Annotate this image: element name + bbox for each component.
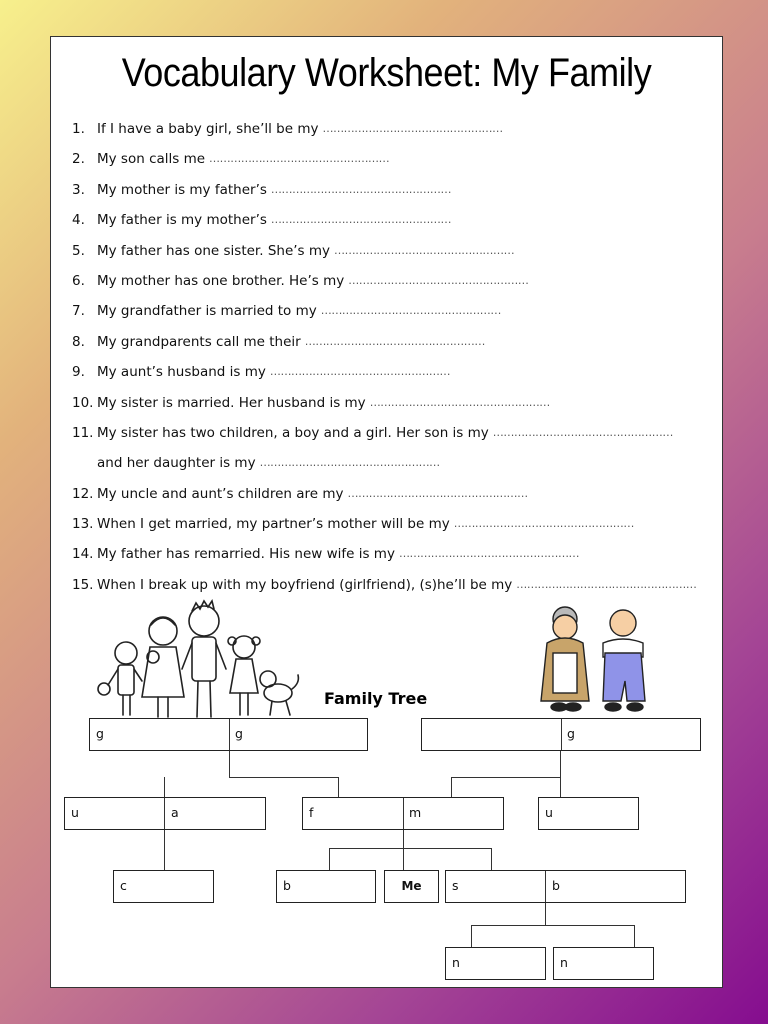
tree-connector — [329, 848, 330, 870]
page-title: Vocabulary Worksheet: My Family — [121, 51, 652, 95]
niece-box — [553, 947, 654, 980]
grandparents-illustration — [533, 601, 663, 716]
mother-label[interactable]: m — [409, 805, 422, 820]
tree-connector — [560, 777, 561, 797]
answer-blank[interactable]: …………………………………………… — [347, 486, 528, 500]
family-illustration — [96, 597, 301, 722]
tree-connector — [471, 925, 634, 926]
aunt-left-label[interactable]: a — [171, 805, 179, 820]
question-3: 3. My mother is my father’s …………………………………………… — [72, 180, 722, 210]
box-divider — [403, 798, 404, 829]
uncle-right-label[interactable]: u — [545, 805, 553, 820]
answer-blank[interactable]: …………………………………………… — [270, 182, 452, 196]
box-divider — [229, 719, 230, 750]
tree-connector — [403, 848, 404, 870]
answer-blank[interactable]: …………………………………………… — [322, 122, 503, 135]
box-divider — [561, 719, 562, 750]
tree-connector — [338, 777, 339, 797]
question-5: 5. My father has one sister. She’s my …………………………………………… — [72, 241, 722, 271]
uncle-right-box — [538, 797, 639, 830]
nephew-label[interactable]: n — [452, 955, 460, 970]
question-4: 4. My father is my mother’s …………………………………………… — [72, 210, 722, 240]
grandparents-right-box — [421, 718, 701, 751]
answer-blank[interactable]: …………………………………………… — [516, 577, 697, 591]
question-1: 1. If I have a baby girl, she’ll be my …………………………………………… — [72, 119, 722, 149]
tree-connector — [560, 751, 561, 777]
brother-in-law-label[interactable]: b — [552, 878, 560, 893]
tree-connector — [634, 925, 635, 947]
question-11-continued: and her daughter is my …………………………………………… — [72, 453, 722, 483]
tree-connector — [471, 925, 472, 947]
family-tree-title: Family Tree — [324, 689, 428, 708]
box-divider — [164, 798, 165, 829]
parents-box — [302, 797, 504, 830]
question-7: 7. My grandfather is married to my …………………………………………… — [72, 301, 722, 331]
question-6: 6. My mother has one brother. He’s my …………………………………………… — [72, 271, 722, 301]
sister-label[interactable]: s — [452, 878, 459, 893]
question-8: 8. My grandparents call me their …………………………………………… — [72, 332, 722, 362]
question-2: 2. My son calls me …………………………………………… — [72, 149, 722, 179]
brother-box — [276, 870, 376, 903]
grandparent-3-label[interactable]: g — [567, 726, 575, 741]
tree-connector — [164, 830, 165, 870]
answer-blank[interactable]: …………………………………………… — [304, 334, 485, 348]
question-12: 12. My uncle and aunt’s children are my …………………………………………… — [72, 484, 722, 514]
question-13: 13. When I get married, my partner’s mother will be my …………………………………………… — [72, 514, 722, 544]
tree-connector — [329, 848, 491, 849]
answer-blank[interactable]: …………………………………………… — [492, 425, 673, 439]
answer-blank[interactable]: …………………………………………… — [369, 395, 550, 409]
tree-connector — [164, 777, 165, 797]
question-15: 15. When I break up with my boyfriend (girlfriend), (s)he’ll be my …………………………………………… — [72, 575, 722, 605]
uncle-left-label[interactable]: u — [71, 805, 79, 820]
answer-blank[interactable]: …………………………………………… — [398, 547, 580, 561]
answer-blank[interactable]: …………………………………………… — [270, 213, 452, 227]
tree-connector — [451, 777, 561, 778]
tree-connector — [491, 848, 492, 870]
answer-blank[interactable]: …………………………………………… — [453, 517, 634, 531]
answer-blank[interactable]: …………………………………………… — [348, 273, 529, 287]
tree-connector — [403, 830, 404, 848]
answer-blank[interactable]: …………………………………………… — [269, 365, 451, 379]
question-11: 11. My sister has two children, a boy and a girl. Her son is my …………………………………………… — [72, 423, 722, 453]
tree-connector — [229, 751, 230, 777]
grandparents-left-box — [89, 718, 368, 751]
uncle-aunt-box — [64, 797, 266, 830]
box-divider — [545, 871, 546, 902]
grandparent-1-label[interactable]: g — [96, 726, 104, 741]
father-label[interactable]: f — [309, 805, 314, 820]
cousin-box — [113, 870, 214, 903]
cousin-label[interactable]: c — [120, 878, 127, 893]
question-10: 10. My sister is married. Her husband is my …………………………………………… — [72, 393, 722, 423]
answer-blank[interactable]: …………………………………………… — [259, 456, 440, 470]
nephew-box — [445, 947, 546, 980]
answer-blank[interactable]: …………………………………………… — [209, 152, 390, 166]
me-label: Me — [401, 879, 422, 893]
brother-label[interactable]: b — [283, 878, 291, 893]
tree-connector — [451, 777, 452, 797]
question-14: 14. My father has remarried. His new wife is my …………………………………………… — [72, 544, 722, 574]
sister-box — [445, 870, 686, 903]
answer-blank[interactable]: …………………………………………… — [320, 304, 501, 318]
worksheet-page — [50, 36, 723, 988]
question-9: 9. My aunt’s husband is my …………………………………………… — [72, 362, 722, 392]
answer-blank[interactable]: …………………………………………… — [334, 243, 515, 257]
grandparent-2-label[interactable]: g — [235, 726, 243, 741]
niece-label[interactable]: n — [560, 955, 568, 970]
tree-connector — [229, 777, 339, 778]
question-list — [72, 119, 722, 605]
tree-connector — [545, 903, 546, 925]
me-box — [384, 870, 439, 903]
